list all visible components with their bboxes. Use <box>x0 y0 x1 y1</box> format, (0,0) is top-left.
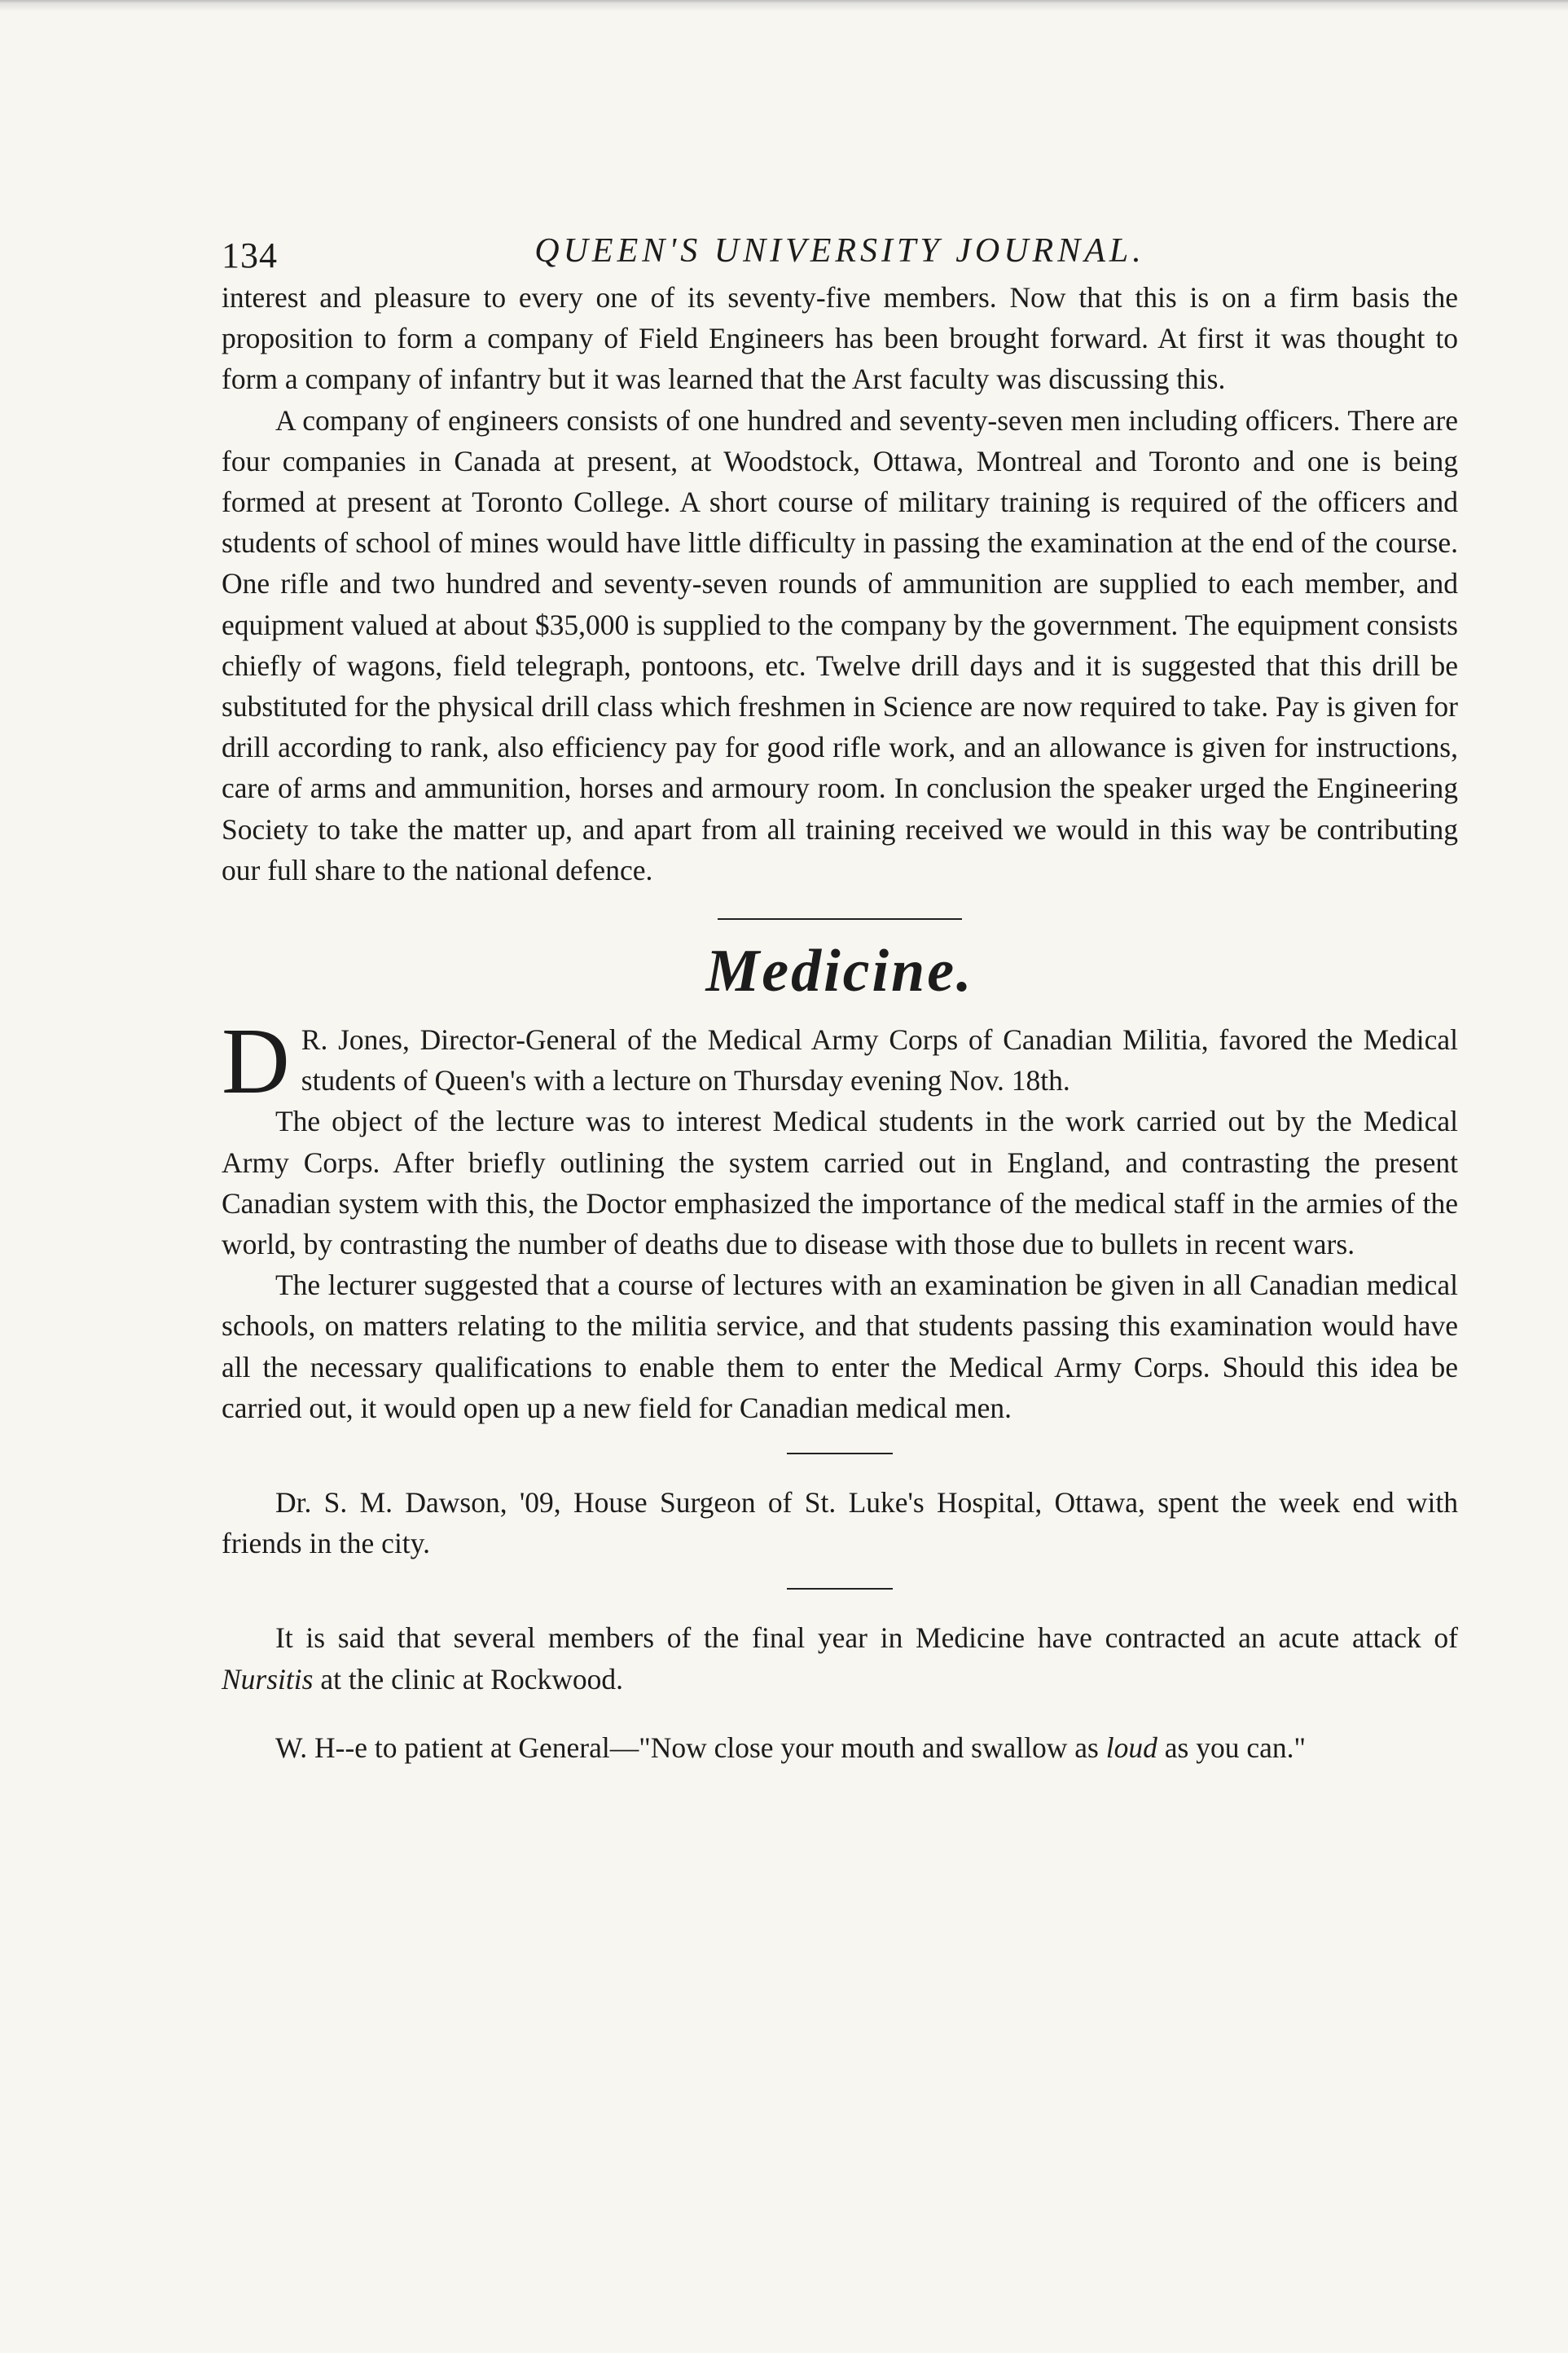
engineering-paragraph-2: A company of engineers consists of one hundred and seventy-seven men including officers. There are four companies in Canada at present, at Woodstock, Ottawa, Montreal and Toronto and one is being formed at present at Toronto College. A short course of military training is required of the officers and students of school of mines would have little difficulty in passing the examination at the end of the course. One rifle and two hundred and seventy-seven rounds of ammunition are supplied to each member, and equipment valued at about $35,000 is supplied to the company by the government. The equipment consists chiefly of wagons, field telegraph, pontoons, etc. Twelve drill days and it is suggested that this drill be substituted for the physical drill class which freshmen in Science are now required to take. Pay is given for drill according to rank, also efficiency pay for good rifle work, and an allowance is given for instructions, care of arms and ammunition, horses and armoury room. In conclusion the speaker urged the Engineering Society to take the matter up, and apart from all training received we would in this way be contributing our full share to the national defence. <box>222 403 1458 886</box>
medicine-note-swallow <box>222 1727 1458 1768</box>
page-header <box>222 220 1458 277</box>
running-title: QUEEN'S UNIVERSITY JOURNAL. <box>534 232 1145 270</box>
medicine-paragraph-1 <box>222 1009 1458 1115</box>
section-divider <box>718 918 962 920</box>
note-nursitis-text-a: It is said that several members of the final year in Medicine have contracted an acute attack of <box>275 1621 1458 1655</box>
medicine-paragraph-2: The object of the lecture was to interest Medical students in the work carried out by the Medical Army Corps. After briefly outlining the system carried out in England, and contrasting the present Canadian system with this, the Doctor emphasized the importance of the medical staff in the armies of the world, by contrasting the number of deaths due to disease with those due to bullets in recent wars. <box>222 1105 1458 1261</box>
page-top-edge <box>0 0 1568 11</box>
medicine-heading: Medicine. <box>705 938 974 1005</box>
journal-page <box>222 220 1458 1768</box>
page-number: 134 <box>222 235 278 275</box>
medicine-note-nursitis <box>222 1617 1458 1699</box>
note-swallow-text-a: W. H--e to patient at General—"Now close your mouth and swallow as <box>275 1731 1106 1764</box>
medicine-note-dawson: Dr. S. M. Dawson, '09, House Surgeon of St. Luke's Hospital, Ottawa, spent the week end with friends in the city. <box>222 1486 1458 1560</box>
engineering-paragraph-1: interest and pleasure to every one of its seventy-five members. Now that this is on a firm basis the proposition to form a company of Field Engineers has been brought forward. At first it was thought to form a company of infantry but it was learned that the Arst faculty was discussing this. <box>222 281 1458 396</box>
note-swallow-emphasis: loud <box>1105 1731 1157 1764</box>
medicine-paragraph-1-text: R. Jones, Director-General of the Medical Army Corps of Canadian Militia, favored the Medical students of Queen's with a lecture on Thursday evening Nov. 18th. <box>301 1023 1458 1097</box>
note-nursitis-text-b: at the clinic at Rockwood. <box>313 1662 624 1695</box>
drop-cap: D <box>222 1009 290 1115</box>
note-divider-1 <box>787 1453 893 1454</box>
note-divider-2 <box>787 1588 893 1590</box>
medicine-paragraph-3: The lecturer suggested that a course of lectures with an examination be given in all Canadian medical schools, on matters relating to the militia service, and that students passing this examination would have all the necessary qualifications to enable them to enter the Medical Army Corps. Should this idea be carried out, it would open up a new field for Canadian medical men. <box>222 1269 1458 1424</box>
note-nursitis-emphasis: Nursitis <box>222 1662 314 1695</box>
note-swallow-text-b: as you can." <box>1157 1731 1306 1764</box>
